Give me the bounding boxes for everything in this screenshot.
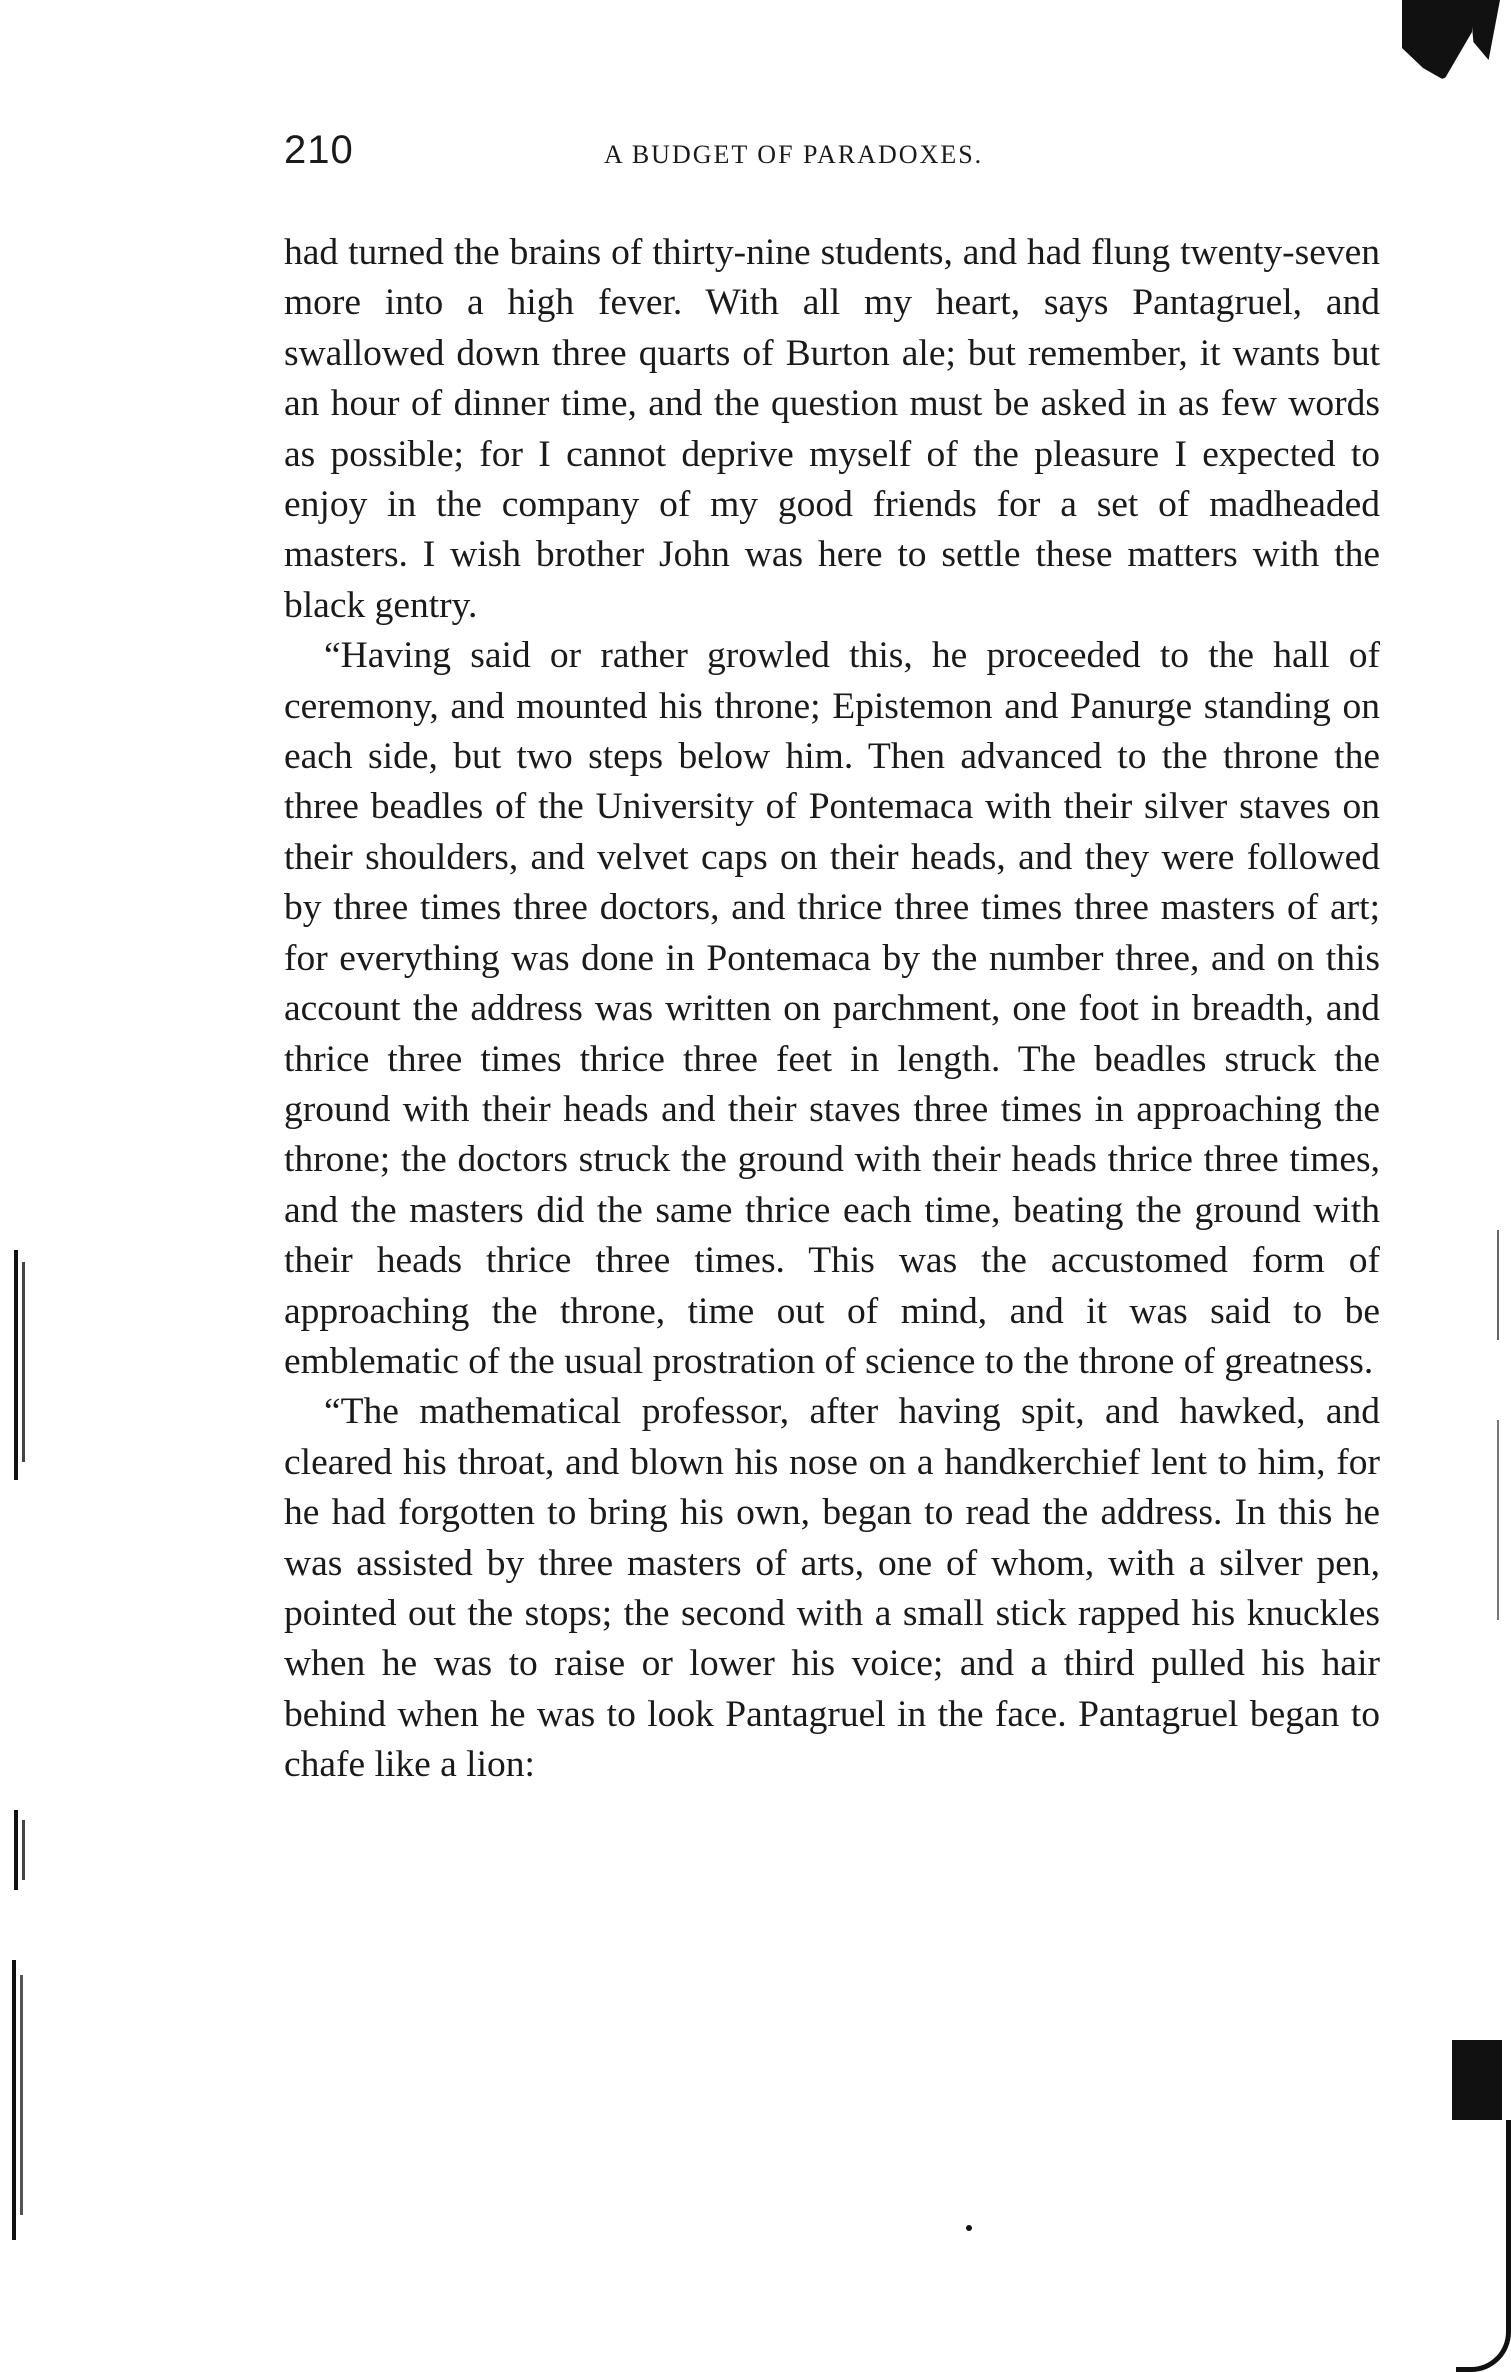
- scan-page-edge: [1456, 2120, 1511, 2372]
- scan-blot-top: [1402, 0, 1472, 80]
- paragraph-3: “The mathematical professor, after having spit, and hawked, and cleared his throat, and blown his nose on a handkerchief lent to him, for he had forgotten to bring his own, began to read the address. In this he was assisted by three masters of arts, one of whom, with a silver pen, pointed out the stops; the second with a small stick rapped his knuckles when he was to raise or lower his voice; and a third pulled his hair behind when he was to look Pantagruel in the face. Pantagruel began to chafe like a lion:: [284, 1391, 1380, 1786]
- scan-edge-mark: [14, 1250, 18, 1480]
- scan-edge-mark: [12, 1960, 16, 2240]
- body-text: [284, 228, 1380, 1791]
- paragraph-2: “Having said or rather growled this, he proceeded to the hall of ceremony, and mounted his throne; Epistemon and Panurge standing on each side, but two steps below him. Then advanced to the throne the three beadles of the University of Pontemaca with their silver staves on their shoulders, and velvet caps on their heads, and they were followed by three times three doctors, and thrice three times three masters of art; for everything was done in Pontemaca by the number three, and on this account the address was written on parchment, one foot in breadth, and thrice three times thrice three feet in length. The beadles struck the ground with their heads and their staves three times in approaching the throne; the doctors struck the ground with their heads thrice three times, and the masters did the same thrice each time, beating the ground with their heads thrice three times. This was the accustomed form of approaching the throne, time out of mind, and it was said to be emblematic of the usual prostration of science to the throne of greatness.: [284, 635, 1380, 1382]
- scan-edge-mark: [1497, 1420, 1499, 1620]
- paragraph-1: had turned the brains of thirty-nine students, and had flung twenty-seven more into a high fever. With all my heart, says Pantagruel, and swallowed down three quarts of Burton ale; but remember, it wants but an hour of dinner time, and the question must be asked in as few words as possible; for I cannot deprive myself of the pleasure I expected to enjoy in the company of my good friends for a set of madheaded masters. I wish brother John was here to settle these matters with the black gentry.: [284, 232, 1380, 626]
- scan-edge-mark: [14, 1810, 18, 1890]
- scan-blot-right: [1452, 2040, 1502, 2120]
- scan-dot: [966, 2225, 972, 2231]
- page-number: 210: [284, 128, 354, 172]
- scan-edge-mark: [22, 1820, 25, 1880]
- scan-edge-mark: [20, 1975, 23, 2215]
- running-title: A BUDGET OF PARADOXES.: [604, 140, 984, 169]
- page-header: [284, 128, 1380, 188]
- scan-edge-mark: [1497, 1230, 1499, 1340]
- scan-edge-mark: [22, 1262, 25, 1462]
